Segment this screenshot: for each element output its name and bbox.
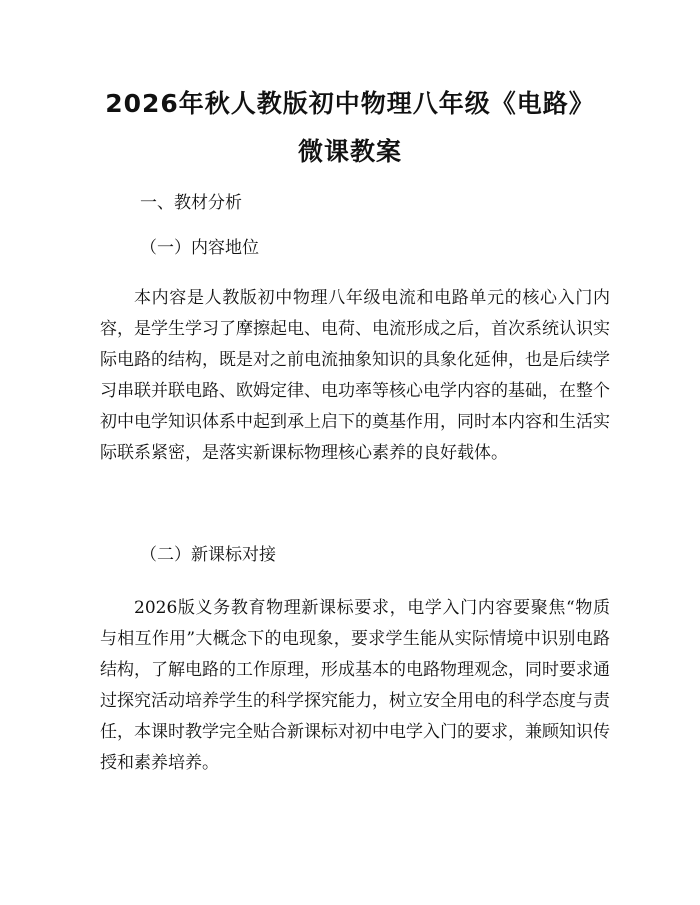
paragraph-content-position: 本内容是人教版初中物理八年级电流和电路单元的核心入门内容，是学生学习了摩擦起电、电荷、电流形成之后，首次系统认识实际电路的结构，既是对之前电流抽象知识的具象化延伸，也是后续学习串联并联电路、欧姆定律、电功率等核心电学内容的基础，在整个初中电学知识体系中起到承上启下的奠基作用，同时本内容和生活实际联系紧密，是落实新课标物理核心素养的良好载体。 [100,288,610,463]
paragraph-curriculum-alignment: 2026版义务教育物理新课标要求，电学入门内容要聚焦“物质与相互作用”大概念下的电现象，要求学生能从实际情境中识别电路结构，了解电路的工作原理，形成基本的电路物理观念，同时要求通过探究活动培养学生的科学探究能力，树立安全用电的科学态度与责任，本课时教学完全贴合新课标对初中电学入门的要求，兼顾知识传授和素养培养。 [100,598,610,773]
subsection-heading-curriculum-alignment: （二）新课标对接 [140,545,276,565]
document-title: 2026年秋人教版初中物理八年级《电路》微课教案 [105,89,595,166]
subsection-heading-content-position: （一）内容地位 [140,238,259,258]
section-heading-textbook-analysis: 一、教材分析 [140,193,242,213]
